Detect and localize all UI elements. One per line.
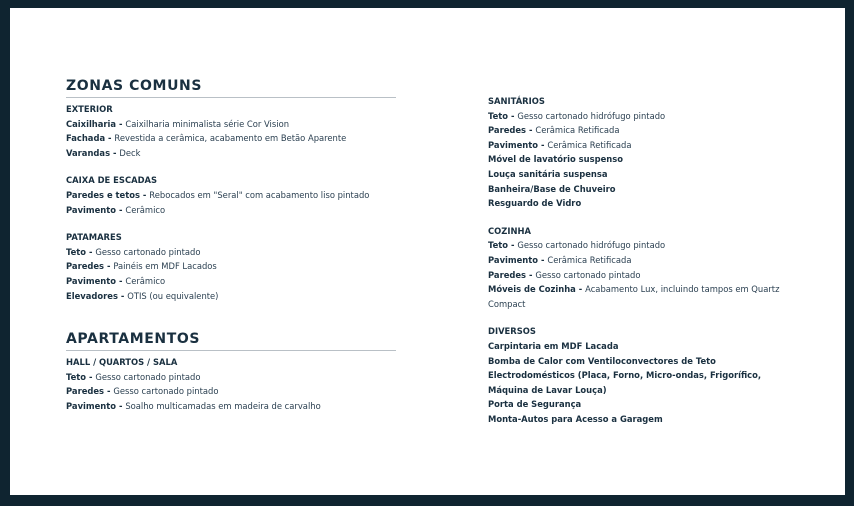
spec-item-value: Acabamento Lux, incluindo tampos em Quartz Compact bbox=[488, 284, 780, 309]
spec-item-value: Soalho multicamadas em madeira de carvalho bbox=[125, 400, 321, 411]
group-title: PATAMARES bbox=[66, 232, 122, 243]
section-heading: ZONAS COMUNS bbox=[66, 78, 396, 98]
spec-item-separator: - bbox=[538, 139, 548, 150]
spec-group bbox=[66, 102, 396, 160]
spec-item-value: Revestida a cerâmica, acabamento em Betão Aparente bbox=[114, 133, 347, 144]
spec-item-separator: - bbox=[526, 125, 536, 136]
spec-item bbox=[488, 268, 788, 283]
group-title: HALL / QUARTOS / SALA bbox=[66, 357, 178, 368]
zonas-groups bbox=[66, 102, 396, 303]
group-title: COZINHA bbox=[488, 225, 531, 236]
spec-item-key: Monta-Autos para Acesso a Garagem bbox=[488, 413, 663, 424]
group-title: CAIXA DE ESCADAS bbox=[66, 175, 158, 186]
right-column bbox=[488, 90, 788, 439]
spec-item-key: Pavimento bbox=[66, 400, 117, 411]
apartamentos-section bbox=[66, 331, 396, 413]
spec-item-key: Paredes bbox=[488, 269, 527, 280]
spec-item-key: Caixilharia bbox=[66, 118, 117, 129]
right-groups bbox=[488, 94, 788, 426]
spec-item bbox=[66, 274, 396, 289]
spec-item-key: Electrodomésticos (Placa, Forno, Micro-ondas, Frigorífico, Máquina de Lavar Louça) bbox=[488, 370, 762, 395]
spec-item-key: Pavimento bbox=[488, 139, 539, 150]
spec-item-key: Móvel de lavatório suspenso bbox=[488, 154, 623, 165]
spec-item-key: Paredes bbox=[488, 125, 527, 136]
spec-item-value: Gesso cartonado pintado bbox=[535, 269, 641, 280]
spec-item bbox=[488, 253, 788, 268]
zonas-comuns-section bbox=[66, 78, 396, 303]
spec-item-separator: - bbox=[86, 246, 96, 257]
spec-item bbox=[488, 397, 788, 412]
spec-item-key: Paredes bbox=[66, 386, 105, 397]
spec-item-key: Pavimento bbox=[66, 204, 117, 215]
spec-item bbox=[66, 117, 396, 132]
spec-item-key: Paredes bbox=[66, 261, 105, 272]
spec-item bbox=[488, 412, 788, 427]
spec-item-key: Louça sanitária suspensa bbox=[488, 168, 608, 179]
apartamentos-groups bbox=[66, 355, 396, 413]
spec-item-separator: - bbox=[104, 386, 114, 397]
spec-item bbox=[66, 259, 396, 274]
spec-item-value: Gesso cartonado pintado bbox=[113, 386, 219, 397]
group-title: EXTERIOR bbox=[66, 104, 113, 114]
spec-item-key: Banheira/Base de Chuveiro bbox=[488, 183, 616, 194]
spec-item bbox=[488, 238, 788, 253]
spec-item-key: Teto bbox=[488, 240, 509, 251]
spec-item bbox=[488, 109, 788, 124]
spec-item-key: Móveis de Cozinha bbox=[488, 284, 576, 295]
spec-item-value: Gesso cartonado pintado bbox=[95, 371, 201, 382]
spec-item-value: Cerâmico bbox=[125, 275, 166, 286]
section-heading: APARTAMENTOS bbox=[66, 331, 396, 351]
spec-item-value: Cerâmico bbox=[125, 204, 166, 215]
spec-item-value: Gesso cartonado hidrófugo pintado bbox=[517, 240, 666, 251]
spec-item-separator: - bbox=[104, 261, 114, 272]
group-title: SANITÁRIOS bbox=[488, 96, 545, 106]
spec-item-value: Gesso cartonado pintado bbox=[95, 246, 201, 257]
spec-item-value: Cerâmica Retificada bbox=[547, 254, 632, 265]
spec-item bbox=[66, 188, 396, 203]
spec-item-separator: - bbox=[86, 371, 96, 382]
spec-item bbox=[66, 370, 396, 385]
spec-item-key: Teto bbox=[66, 246, 87, 257]
spec-item bbox=[66, 203, 396, 218]
spec-group bbox=[488, 324, 788, 426]
spec-item-key: Porta de Segurança bbox=[488, 399, 582, 410]
spec-item-separator: - bbox=[117, 290, 128, 301]
spec-item-separator: - bbox=[116, 204, 126, 215]
spec-item bbox=[66, 131, 396, 146]
spec-group bbox=[66, 230, 396, 303]
spec-group bbox=[66, 173, 396, 217]
spec-item bbox=[488, 152, 788, 167]
spec-item-key: Bomba de Calor com Ventiloconvectores de Teto bbox=[488, 355, 716, 366]
spec-item-key: Resguardo de Vidro bbox=[488, 198, 582, 209]
spec-item bbox=[488, 339, 788, 354]
spec-item-separator: - bbox=[575, 284, 586, 295]
group-title: DIVERSOS bbox=[488, 326, 536, 337]
spec-group bbox=[488, 94, 788, 211]
spec-item-separator: - bbox=[508, 110, 518, 121]
spec-item-separator: - bbox=[139, 189, 150, 200]
spec-item-value: OTIS (ou equivalente) bbox=[127, 290, 219, 301]
spec-group bbox=[488, 224, 788, 312]
spec-item-value: Caixilharia minimalista série Cor Vision bbox=[125, 118, 290, 129]
spec-item bbox=[488, 196, 788, 211]
spec-item bbox=[66, 384, 396, 399]
spec-item bbox=[488, 123, 788, 138]
spec-item-separator: - bbox=[105, 133, 115, 144]
spec-item-value: Deck bbox=[119, 147, 141, 158]
spec-item bbox=[488, 167, 788, 182]
spec-item-key: Teto bbox=[66, 371, 87, 382]
spec-item-value: Painéis em MDF Lacados bbox=[113, 261, 217, 272]
spec-item-separator: - bbox=[116, 118, 126, 129]
spec-item-separator: - bbox=[538, 254, 548, 265]
spec-item bbox=[66, 399, 396, 414]
spec-item-separator: - bbox=[116, 400, 126, 411]
spec-item-key: Pavimento bbox=[66, 275, 117, 286]
spec-item bbox=[66, 245, 396, 260]
spec-item-key: Fachada bbox=[66, 133, 106, 144]
spec-sheet bbox=[10, 8, 845, 495]
spec-item bbox=[488, 354, 788, 369]
spec-item bbox=[66, 289, 396, 304]
spec-item-separator: - bbox=[526, 269, 536, 280]
spec-item-separator: - bbox=[508, 240, 518, 251]
spec-item-key: Teto bbox=[488, 110, 509, 121]
spec-item bbox=[488, 182, 788, 197]
spec-item-key: Pavimento bbox=[488, 254, 539, 265]
spec-item-key: Carpintaria em MDF Lacada bbox=[488, 340, 619, 351]
spec-group bbox=[66, 355, 396, 413]
spec-item bbox=[488, 138, 788, 153]
spec-item bbox=[488, 282, 788, 311]
spec-item bbox=[488, 368, 788, 397]
spec-item bbox=[66, 146, 396, 161]
spec-item-separator: - bbox=[116, 275, 126, 286]
spec-item-separator: - bbox=[110, 147, 120, 158]
spec-item-key: Varandas bbox=[66, 147, 111, 158]
spec-item-key: Elevadores bbox=[66, 290, 118, 301]
spec-item-value: Rebocados em "Seral" com acabamento liso pintado bbox=[149, 189, 370, 200]
spec-item-value: Cerâmica Retificada bbox=[547, 139, 632, 150]
spec-item-value: Gesso cartonado hidrófugo pintado bbox=[517, 110, 666, 121]
spec-item-key: Paredes e tetos bbox=[66, 189, 140, 200]
left-column bbox=[66, 78, 396, 427]
spec-item-value: Cerâmica Retificada bbox=[535, 125, 620, 136]
